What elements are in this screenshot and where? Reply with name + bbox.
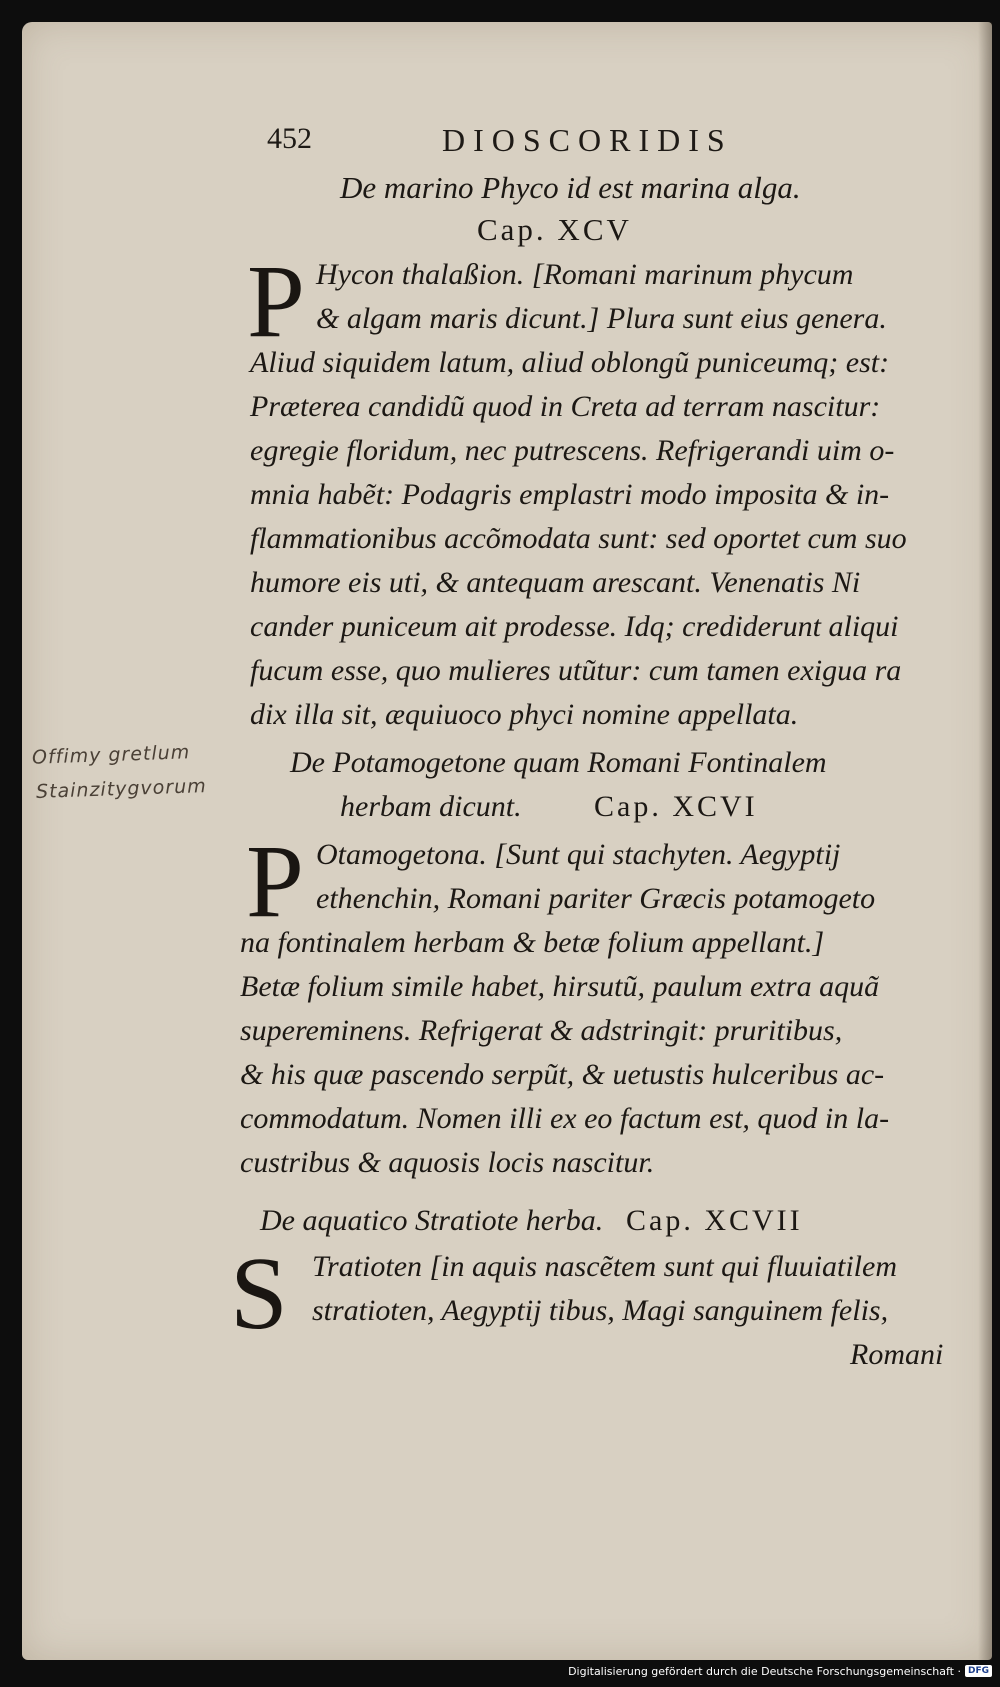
drop-cap: P (246, 824, 304, 939)
chapter-heading: De marino Phyco id est marina alga. (340, 170, 801, 205)
text-line: Tratioten [in aquis nascẽtem sunt qui fluuiatilem (312, 1250, 897, 1283)
text-line: & his quæ pascendo serpũt, & uetustis hulceribus ac- (240, 1058, 885, 1091)
text-line: Betæ folium simile habet, hirsutũ, paulum extra aquã (240, 970, 880, 1003)
text-line: commodatum. Nomen illi ex eo factum est, quod in la- (240, 1102, 890, 1135)
dfg-logo: DFG (965, 1665, 992, 1677)
drop-cap: S (230, 1236, 288, 1351)
drop-cap: P (247, 244, 305, 359)
text-line: Aliud siquidem latum, aliud oblongũ puniceumq; est: (250, 346, 890, 379)
running-head (267, 122, 827, 172)
text-line: supereminens. Refrigerat & adstringit: pruritibus, (240, 1014, 843, 1047)
text-line: & algam maris dicunt.] Plura sunt eius genera. (316, 302, 887, 335)
book-page (22, 22, 992, 1660)
chapter-number: Cap. XCV (477, 212, 632, 247)
chapter-heading: De Potamogetone quam Romani Fontinalem (290, 746, 827, 779)
text-line: Otamogetona. [Sunt qui stachyten. Aegyptij (316, 838, 841, 871)
text-line: flammationibus accõmodata sunt: sed oportet cum suo (250, 522, 907, 555)
catchword: Romani (850, 1338, 944, 1371)
chapter-number: Cap. XCVI (594, 790, 758, 823)
chapter-heading: herbam dicunt. (340, 790, 522, 823)
handwritten-marginalia: Stainzitygvorum (35, 775, 208, 803)
credit-text: Digitalisierung gefördert durch die Deutsche Forschungsgemeinschaft · (568, 1664, 961, 1678)
text-line: mnia habẽt: Podagris emplastri modo imposita & in- (250, 478, 890, 511)
page-number: 452 (267, 122, 312, 155)
text-line: cander puniceum ait prodesse. Idq; crediderunt aliqui (250, 610, 899, 643)
text-line: egregie floridum, nec putrescens. Refrigerandi uim o- (250, 434, 895, 467)
text-line: na fontinalem herbam & betæ folium appellant.] (240, 926, 825, 959)
text-line: ethenchin, Romani pariter Græcis potamogeto (316, 882, 876, 915)
text-line: dix illa sit, æquiuoco phyci nomine appellata. (250, 698, 799, 731)
page-edge-shadow (978, 22, 992, 1660)
handwritten-marginalia: Offimy gretlum (31, 741, 191, 769)
digitization-credit (568, 1661, 992, 1681)
chapter-heading: De aquatico Stratiote herba. (260, 1204, 604, 1237)
chapter-number: Cap. XCVII (626, 1204, 803, 1237)
text-line: Hycon thalaßion. [Romani marinum phycum (316, 258, 854, 291)
text-line: custribus & aquosis locis nascitur. (240, 1146, 655, 1179)
text-line: Præterea candidũ quod in Creta ad terram nascitur: (250, 390, 881, 423)
text-line: stratioten, Aegyptij tibus, Magi sanguinem felis, (312, 1294, 889, 1327)
running-title: DIOSCORIDIS (442, 122, 733, 158)
text-line: fucum esse, quo mulieres utũtur: cum tamen exigua ra (250, 654, 902, 687)
text-line: humore eis uti, & antequam arescant. Venenatis Ni (250, 566, 861, 599)
